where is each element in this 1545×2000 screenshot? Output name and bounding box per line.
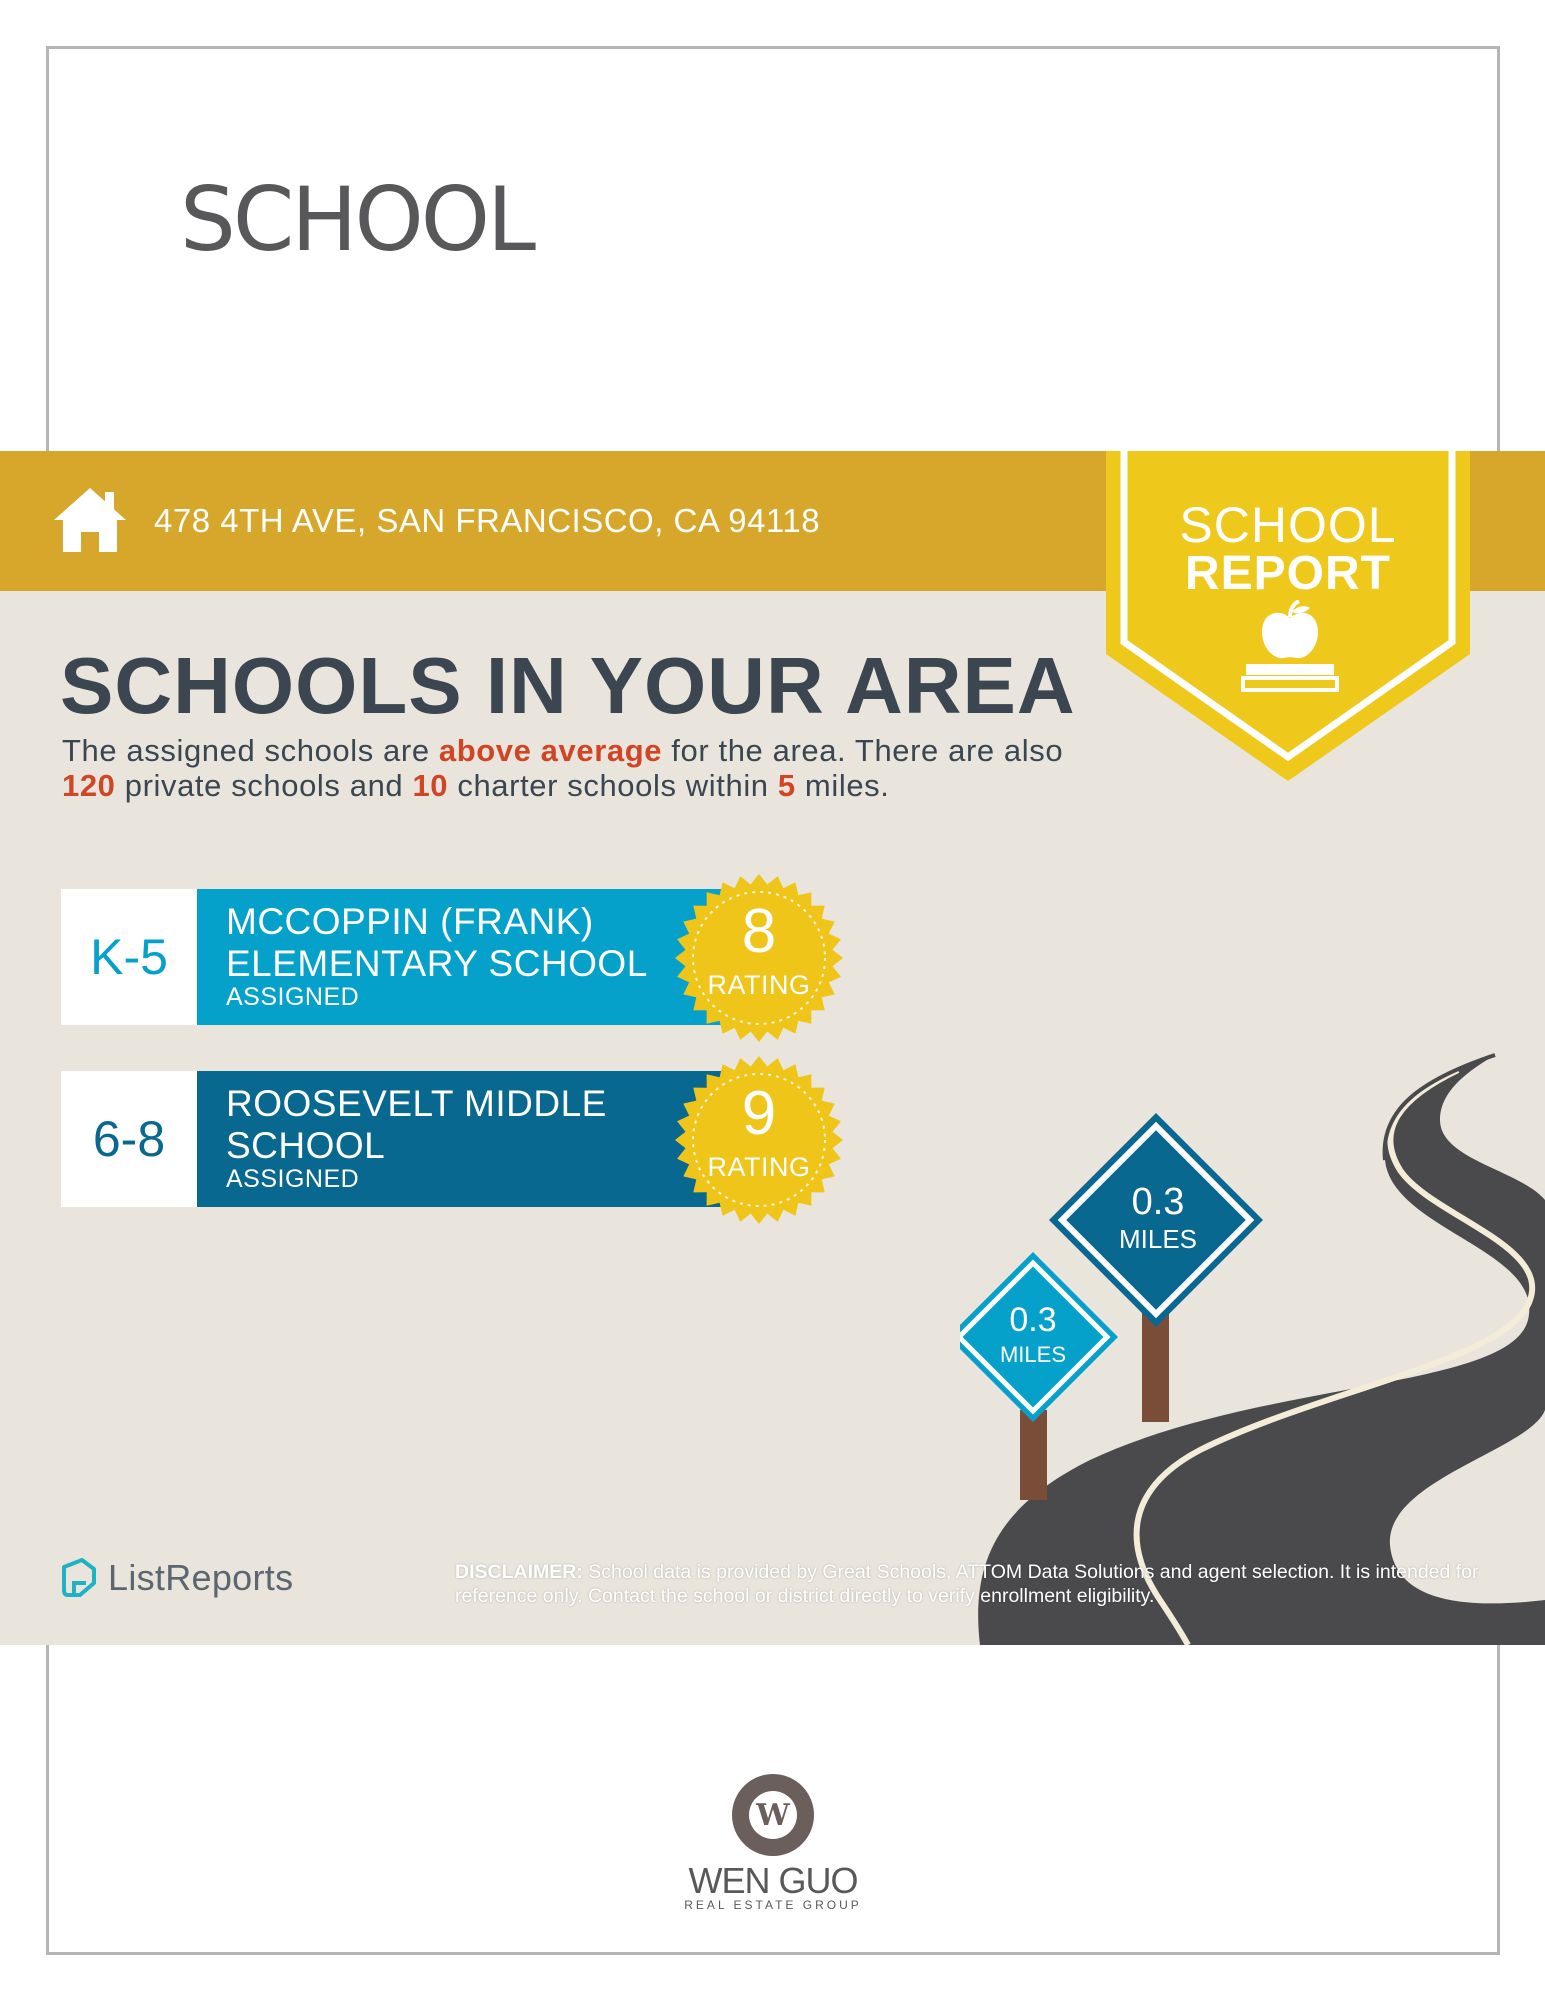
- badge-title-line2: REPORT: [1184, 547, 1391, 600]
- road-illustration: [960, 1050, 1545, 1645]
- school-name: ROOSEVELT MIDDLE SCHOOL: [226, 1083, 607, 1166]
- disclaimer-text: School data is provided by Great Schools, ATTOM Data Solutions and agent selection. It is intended for reference only. Contact the school or district directly to verify enrollment eligibility.: [455, 1561, 1479, 1607]
- disclaimer-label: DISCLAIMER:: [455, 1561, 583, 1583]
- summary-text: for the area. There are also: [662, 733, 1064, 768]
- school-rating: 9: [741, 1079, 777, 1148]
- brand-tagline: REAL ESTATE GROUP: [684, 1898, 862, 1912]
- school-card-elementary[interactable]: [61, 889, 711, 1025]
- listreports-logo-text: ListReports: [108, 1557, 294, 1598]
- schools-summary: [62, 733, 1102, 803]
- grade-range: 6-8: [61, 1071, 197, 1207]
- school-name: MCCOPPIN (FRANK) ELEMENTARY SCHOOL: [226, 901, 648, 984]
- badge-title-line1: SCHOOL: [1179, 497, 1397, 553]
- school-status: ASSIGNED: [226, 1165, 360, 1193]
- brand-name: WEN GUO: [688, 1860, 858, 1901]
- distance-value: 0.3: [1131, 1181, 1185, 1223]
- distance-value: 0.3: [1009, 1301, 1057, 1339]
- rating-label: RATING: [707, 1152, 811, 1182]
- page-title: SCHOOL: [180, 168, 534, 271]
- property-address: 478 4TH AVE, SAN FRANCISCO, CA 94118: [154, 502, 821, 539]
- summary-text: miles.: [795, 768, 890, 803]
- rating-phrase: above average: [438, 733, 663, 768]
- listreports-icon: [60, 1557, 98, 1599]
- school-card-middle[interactable]: [61, 1071, 711, 1207]
- grade-range: K-5: [61, 889, 197, 1025]
- summary-text: The assigned schools are: [62, 733, 439, 768]
- private-school-count: 120: [62, 768, 116, 803]
- charter-school-count: 10: [412, 768, 449, 803]
- summary-text: private schools and: [115, 768, 413, 803]
- listreports-logo[interactable]: [60, 1557, 293, 1599]
- distance-unit: MILES: [1118, 1224, 1198, 1254]
- distance-unit: MILES: [999, 1342, 1067, 1367]
- home-icon: [52, 484, 128, 556]
- school-status: ASSIGNED: [226, 983, 360, 1011]
- section-heading: SCHOOLS IN YOUR AREA: [60, 641, 1076, 730]
- school-rating: 8: [741, 897, 777, 966]
- apple-on-books-icon: [1240, 600, 1340, 692]
- brand-logo-mark: [731, 1773, 815, 1857]
- search-radius: 5: [777, 768, 796, 803]
- rating-label: RATING: [707, 970, 811, 1000]
- brand-mark-letter: W: [756, 1798, 790, 1833]
- disclaimer: [455, 1560, 1495, 1608]
- summary-text: charter schools within: [448, 768, 778, 803]
